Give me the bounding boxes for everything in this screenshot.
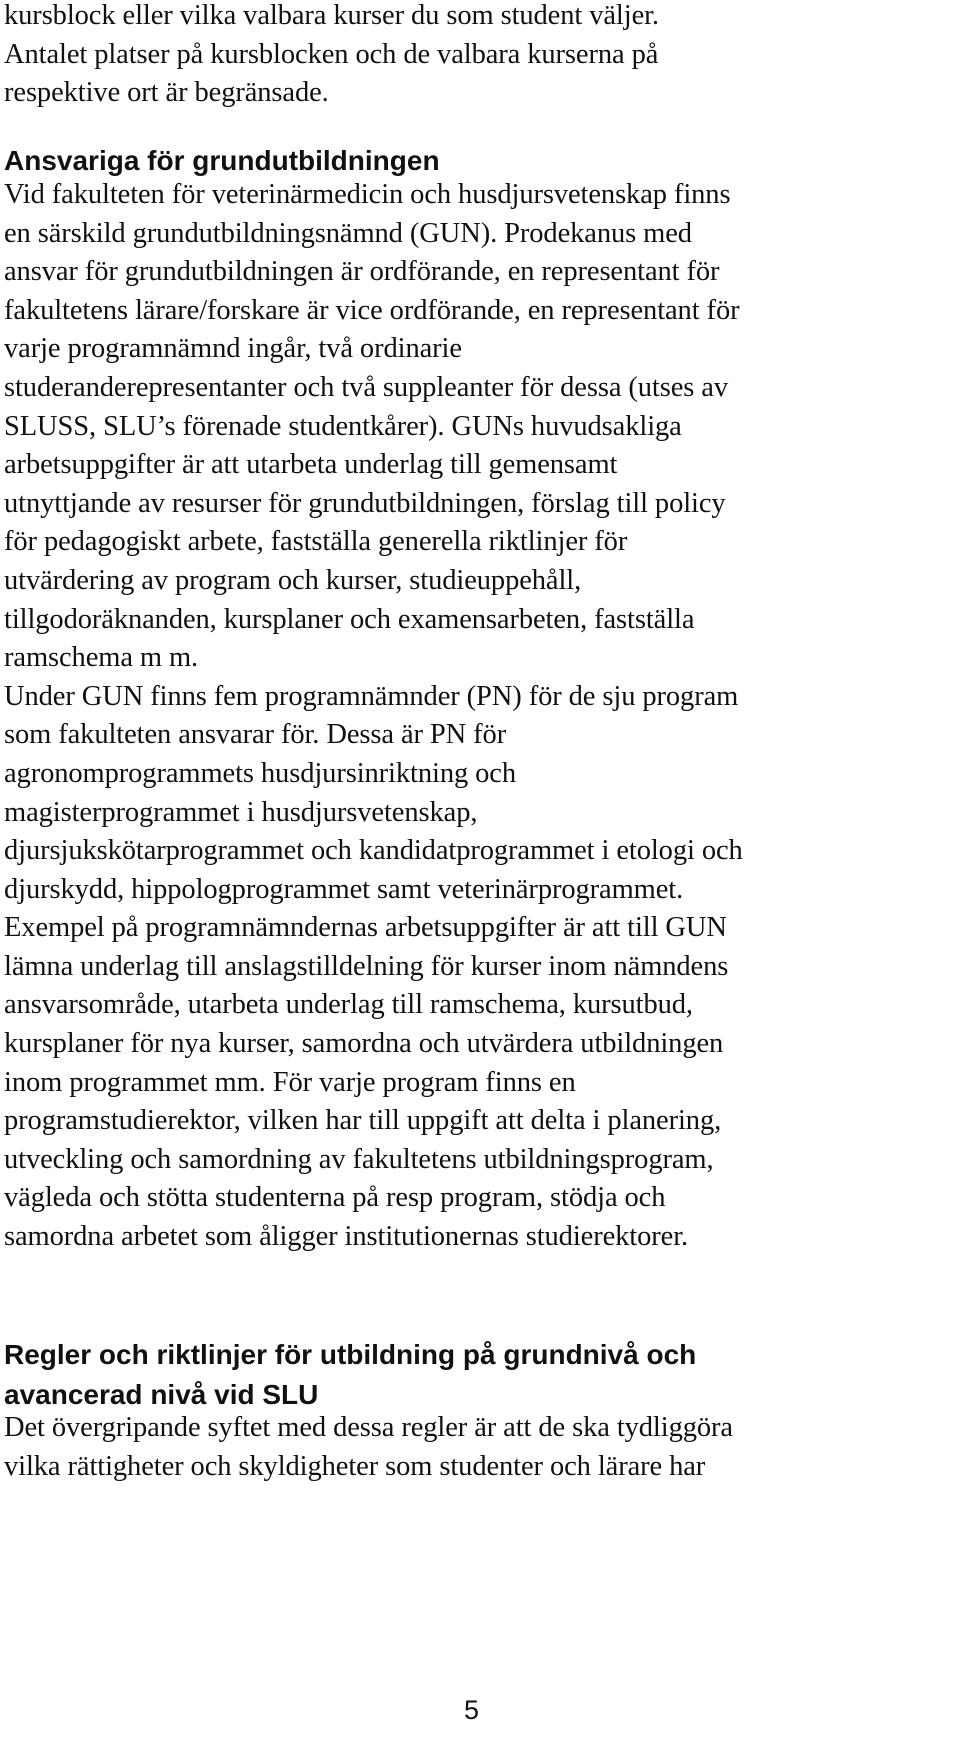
text-line: arbetsuppgifter är att utarbeta underlag till gemensamt bbox=[4, 449, 618, 481]
text-line: Vid fakulteten för veterinärmedicin och husdjursvetenskap finns bbox=[4, 179, 731, 210]
text-line: lämna underlag till anslagstilldelning för kurser inom nämndens bbox=[4, 950, 729, 982]
text-line: varje programnämnd ingår, två ordinarie bbox=[4, 333, 462, 365]
text-line: programstudierektor, vilken har till uppgift att delta i planering, bbox=[4, 1105, 722, 1137]
text-line: kursblock eller vilka valbara kurser du som student väljer. bbox=[4, 0, 659, 31]
text-line: utvärdering av program och kurser, studieuppehåll, bbox=[4, 564, 582, 596]
text-line: djurskydd, hippologprogrammet samt veterinärprogrammet. bbox=[4, 873, 684, 905]
text-line: kursplaner för nya kurser, samordna och utvärdera utbildningen bbox=[4, 1028, 724, 1060]
text-line: ansvar för grundutbildningen är ordförande, en representant för bbox=[4, 256, 720, 288]
text-line: studeranderepresentanter och två suppleanter för dessa (utses av bbox=[4, 371, 729, 403]
section-heading-line: Regler och riktlinjer för utbildning på grundnivå och bbox=[4, 1339, 697, 1370]
intro-paragraph bbox=[4, 0, 956, 113]
text-line: utveckling och samordning av fakultetens utbildningsprogram, bbox=[4, 1143, 714, 1175]
text-line: ramschema m m. bbox=[4, 642, 199, 674]
page-number: 5 bbox=[464, 1695, 480, 1725]
section-rules-body bbox=[4, 1409, 956, 1486]
section-heading-line: avancerad nivå vid SLU bbox=[4, 1379, 319, 1410]
text-line: ansvarsområde, utarbeta underlag till ramschema, kursutbud, bbox=[4, 989, 693, 1021]
text-line: utnyttjande av resurser för grundutbildningen, förslag till policy bbox=[4, 487, 726, 519]
text-line: som fakulteten ansvarar för. Dessa är PN för bbox=[4, 719, 507, 751]
text-line: SLUSS, SLU’s förenade studentkårer). GUNs huvudsakliga bbox=[4, 410, 682, 442]
text-line: respektive ort är begränsade. bbox=[4, 77, 329, 109]
section-heading: Ansvariga för grundutbildningen bbox=[4, 145, 440, 176]
text-line: tillgodoräknanden, kursplaner och examensarbeten, fastställa bbox=[4, 603, 695, 635]
text-line: för pedagogiskt arbete, fastställa generella riktlinjer för bbox=[4, 526, 628, 558]
text-line: djursjukskötarprogrammet och kandidatprogrammet i etologi och bbox=[4, 835, 743, 867]
text-line: Det övergripande syftet med dessa regler är att de ska tydliggöra bbox=[4, 1412, 733, 1443]
section-rules-heading bbox=[4, 1335, 956, 1415]
text-line: en särskild grundutbildningsnämnd (GUN). Prodekanus med bbox=[4, 217, 692, 249]
section-responsible-body bbox=[4, 176, 956, 1257]
text-line: vägleda och stötta studenterna på resp program, stödja och bbox=[4, 1182, 666, 1214]
section-responsible bbox=[4, 141, 956, 181]
text-line: Antalet platser på kursblocken och de valbara kurserna på bbox=[4, 38, 659, 70]
text-line: vilka rättigheter och skyldigheter som studenter och lärare har bbox=[4, 1450, 706, 1482]
text-line: Exempel på programnämndernas arbetsuppgifter är att till GUN bbox=[4, 912, 727, 944]
text-line: fakultetens lärare/forskare är vice ordförande, en representant för bbox=[4, 294, 740, 326]
text-line: inom programmet mm. För varje program finns en bbox=[4, 1066, 576, 1098]
text-line: agronomprogrammets husdjursinriktning och bbox=[4, 757, 516, 789]
text-line: magisterprogrammet i husdjursvetenskap, bbox=[4, 796, 478, 828]
text-line: samordna arbetet som åligger institutionernas studierektorer. bbox=[4, 1221, 689, 1253]
text-line: Under GUN finns fem programnämnder (PN) för de sju program bbox=[4, 680, 739, 712]
